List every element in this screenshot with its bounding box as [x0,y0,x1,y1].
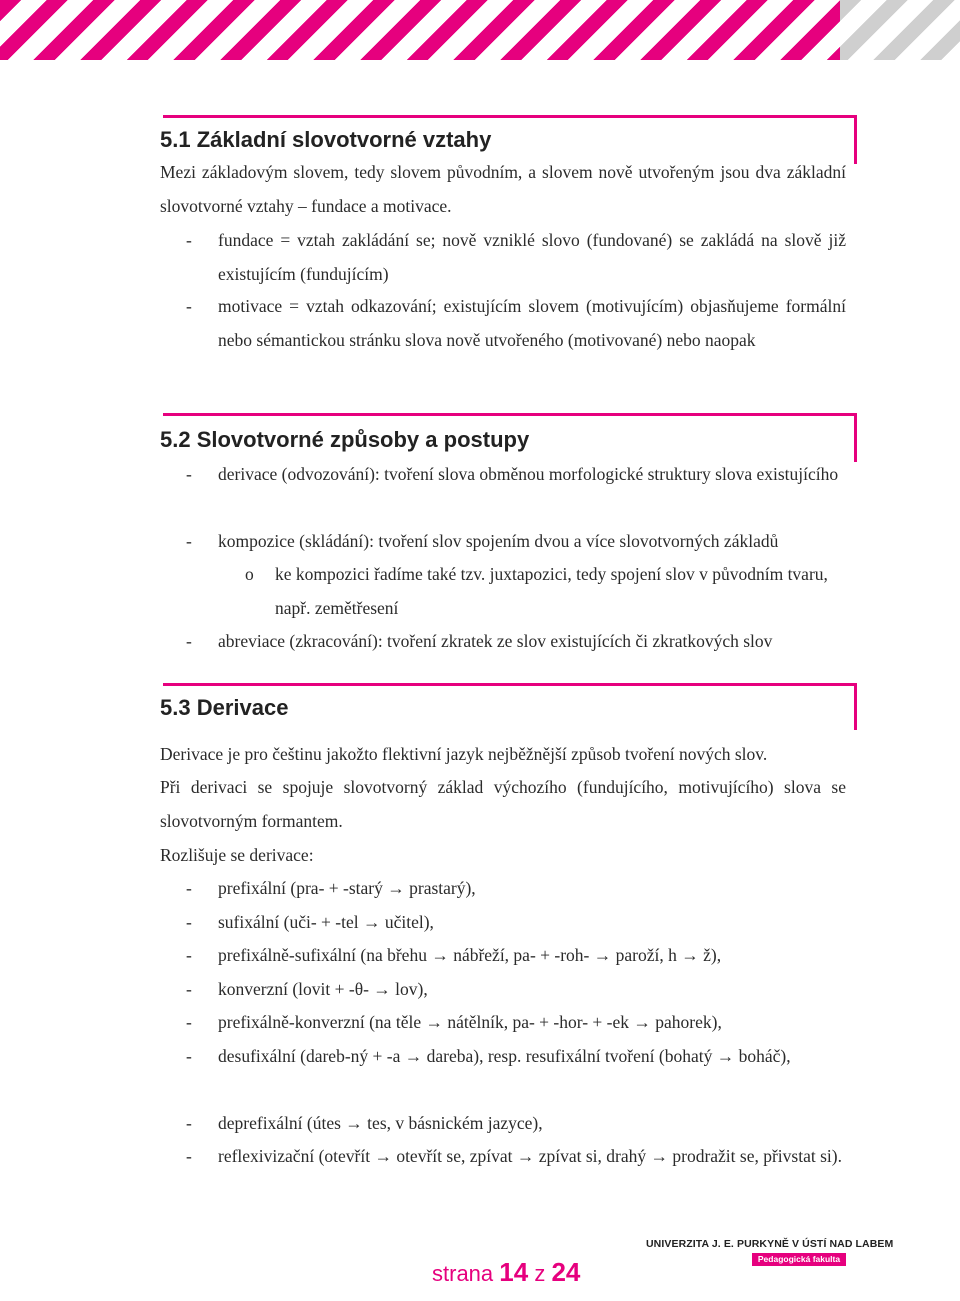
list-dash: - [186,1012,192,1032]
list-dash: - [186,912,192,932]
page-of: z [534,1261,546,1286]
current-page: 14 [499,1257,529,1287]
list-item-text: deprefixální (útes → tes, v básnickém jazyce), [218,1113,543,1133]
list-item-text: desufixální (dareb-ný + -a → dareba), resp. resufixální tvoření (bohatý → boháč), [218,1046,791,1066]
sub-list-item-text: ke kompozici řadíme také tzv. juxtapozici, tedy spojení slov v původním tvaru, např. zemětřesení [275,564,828,618]
list-item-text: prefixálně-sufixální (na břehu → nábřeží, pa- + -roh- → paroží, h → ž), [218,945,722,965]
list-dash: - [186,1146,192,1166]
list-item-text: fundace = vztah zakládání se; nově vzniklé slovo (fundované) se zakládá na slově již existujícím (fundujícím) [218,230,846,284]
faculty-name: Pedagogická fakulta [752,1253,846,1266]
list-dash: - [186,979,192,999]
list-dash: - [186,631,192,651]
section-heading-5-1: 5.1 Základní slovotvorné vztahy [160,127,492,152]
section-heading-5-2: 5.2 Slovotvorné způsoby a postupy [160,427,530,452]
pink-stripes [0,0,960,60]
section-heading-5-3: 5.3 Derivace [160,695,289,720]
university-name: UNIVERZITA J. E. PURKYNĚ V ÚSTÍ NAD LABEM [646,1238,894,1250]
sub-bullet: o [245,564,254,584]
list-dash: - [186,945,192,965]
list-item-text: motivace = vztah odkazování; existujícím slovem (motivujícím) objasňujeme formální nebo sémantickou stránku slova nově utvořeného (motivované) nebo naopak [218,296,846,350]
list-dash: - [186,1113,192,1133]
total-pages: 24 [551,1257,581,1287]
decorative-stripes [0,0,960,60]
list-item-text: sufixální (uči- + -tel → učitel), [218,912,434,932]
list-item-text: reflexivizační (otevřít → otevřít se, zpívat → zpívat si, drahý → prodražit se, přivstat si). [218,1146,842,1166]
list-dash: - [186,296,192,316]
list-dash: - [186,531,192,551]
university-logo [646,1238,894,1266]
list-dash: - [186,878,192,898]
paragraph: Při derivaci se spojuje slovotvorný základ výchozího (fundujícího, motivujícího) slova se slovotvorným formantem. [160,777,846,831]
paragraph: Rozlišuje se derivace: [160,845,314,865]
list-dash: - [186,230,192,250]
list-item-text: prefixálně-konverzní (na těle → nátělník, pa- + -hor- + -ek → pahorek), [218,1012,722,1032]
page-label: strana [432,1261,494,1286]
list-dash: - [186,464,192,484]
list-item-text: prefixální (pra- + -starý → prastarý), [218,878,476,898]
paragraph: Derivace je pro češtinu jakožto flektivní jazyk nejběžnější způsob tvoření nových slov. [160,744,768,764]
list-item-text: abreviace (zkracování): tvoření zkratek ze slov existujících či zkratkových slov [218,631,773,651]
grey-stripes [840,0,960,60]
list-item-text: derivace (odvozování): tvoření slova obměnou morfologické struktury slova existujícího [218,464,839,484]
intro-paragraph: Mezi základovým slovem, tedy slovem původním, a slovem nově utvořeným jsou dva základní slovotvorné vztahy – fundace a motivace. [160,162,846,216]
list-dash: - [186,1046,192,1066]
page-number [432,1257,580,1288]
list-item-text: kompozice (skládání): tvoření slov spojením dvou a více slovotvorných základů [218,531,779,551]
list-item-text: konverzní (lovit + -θ- → lov), [218,979,428,999]
